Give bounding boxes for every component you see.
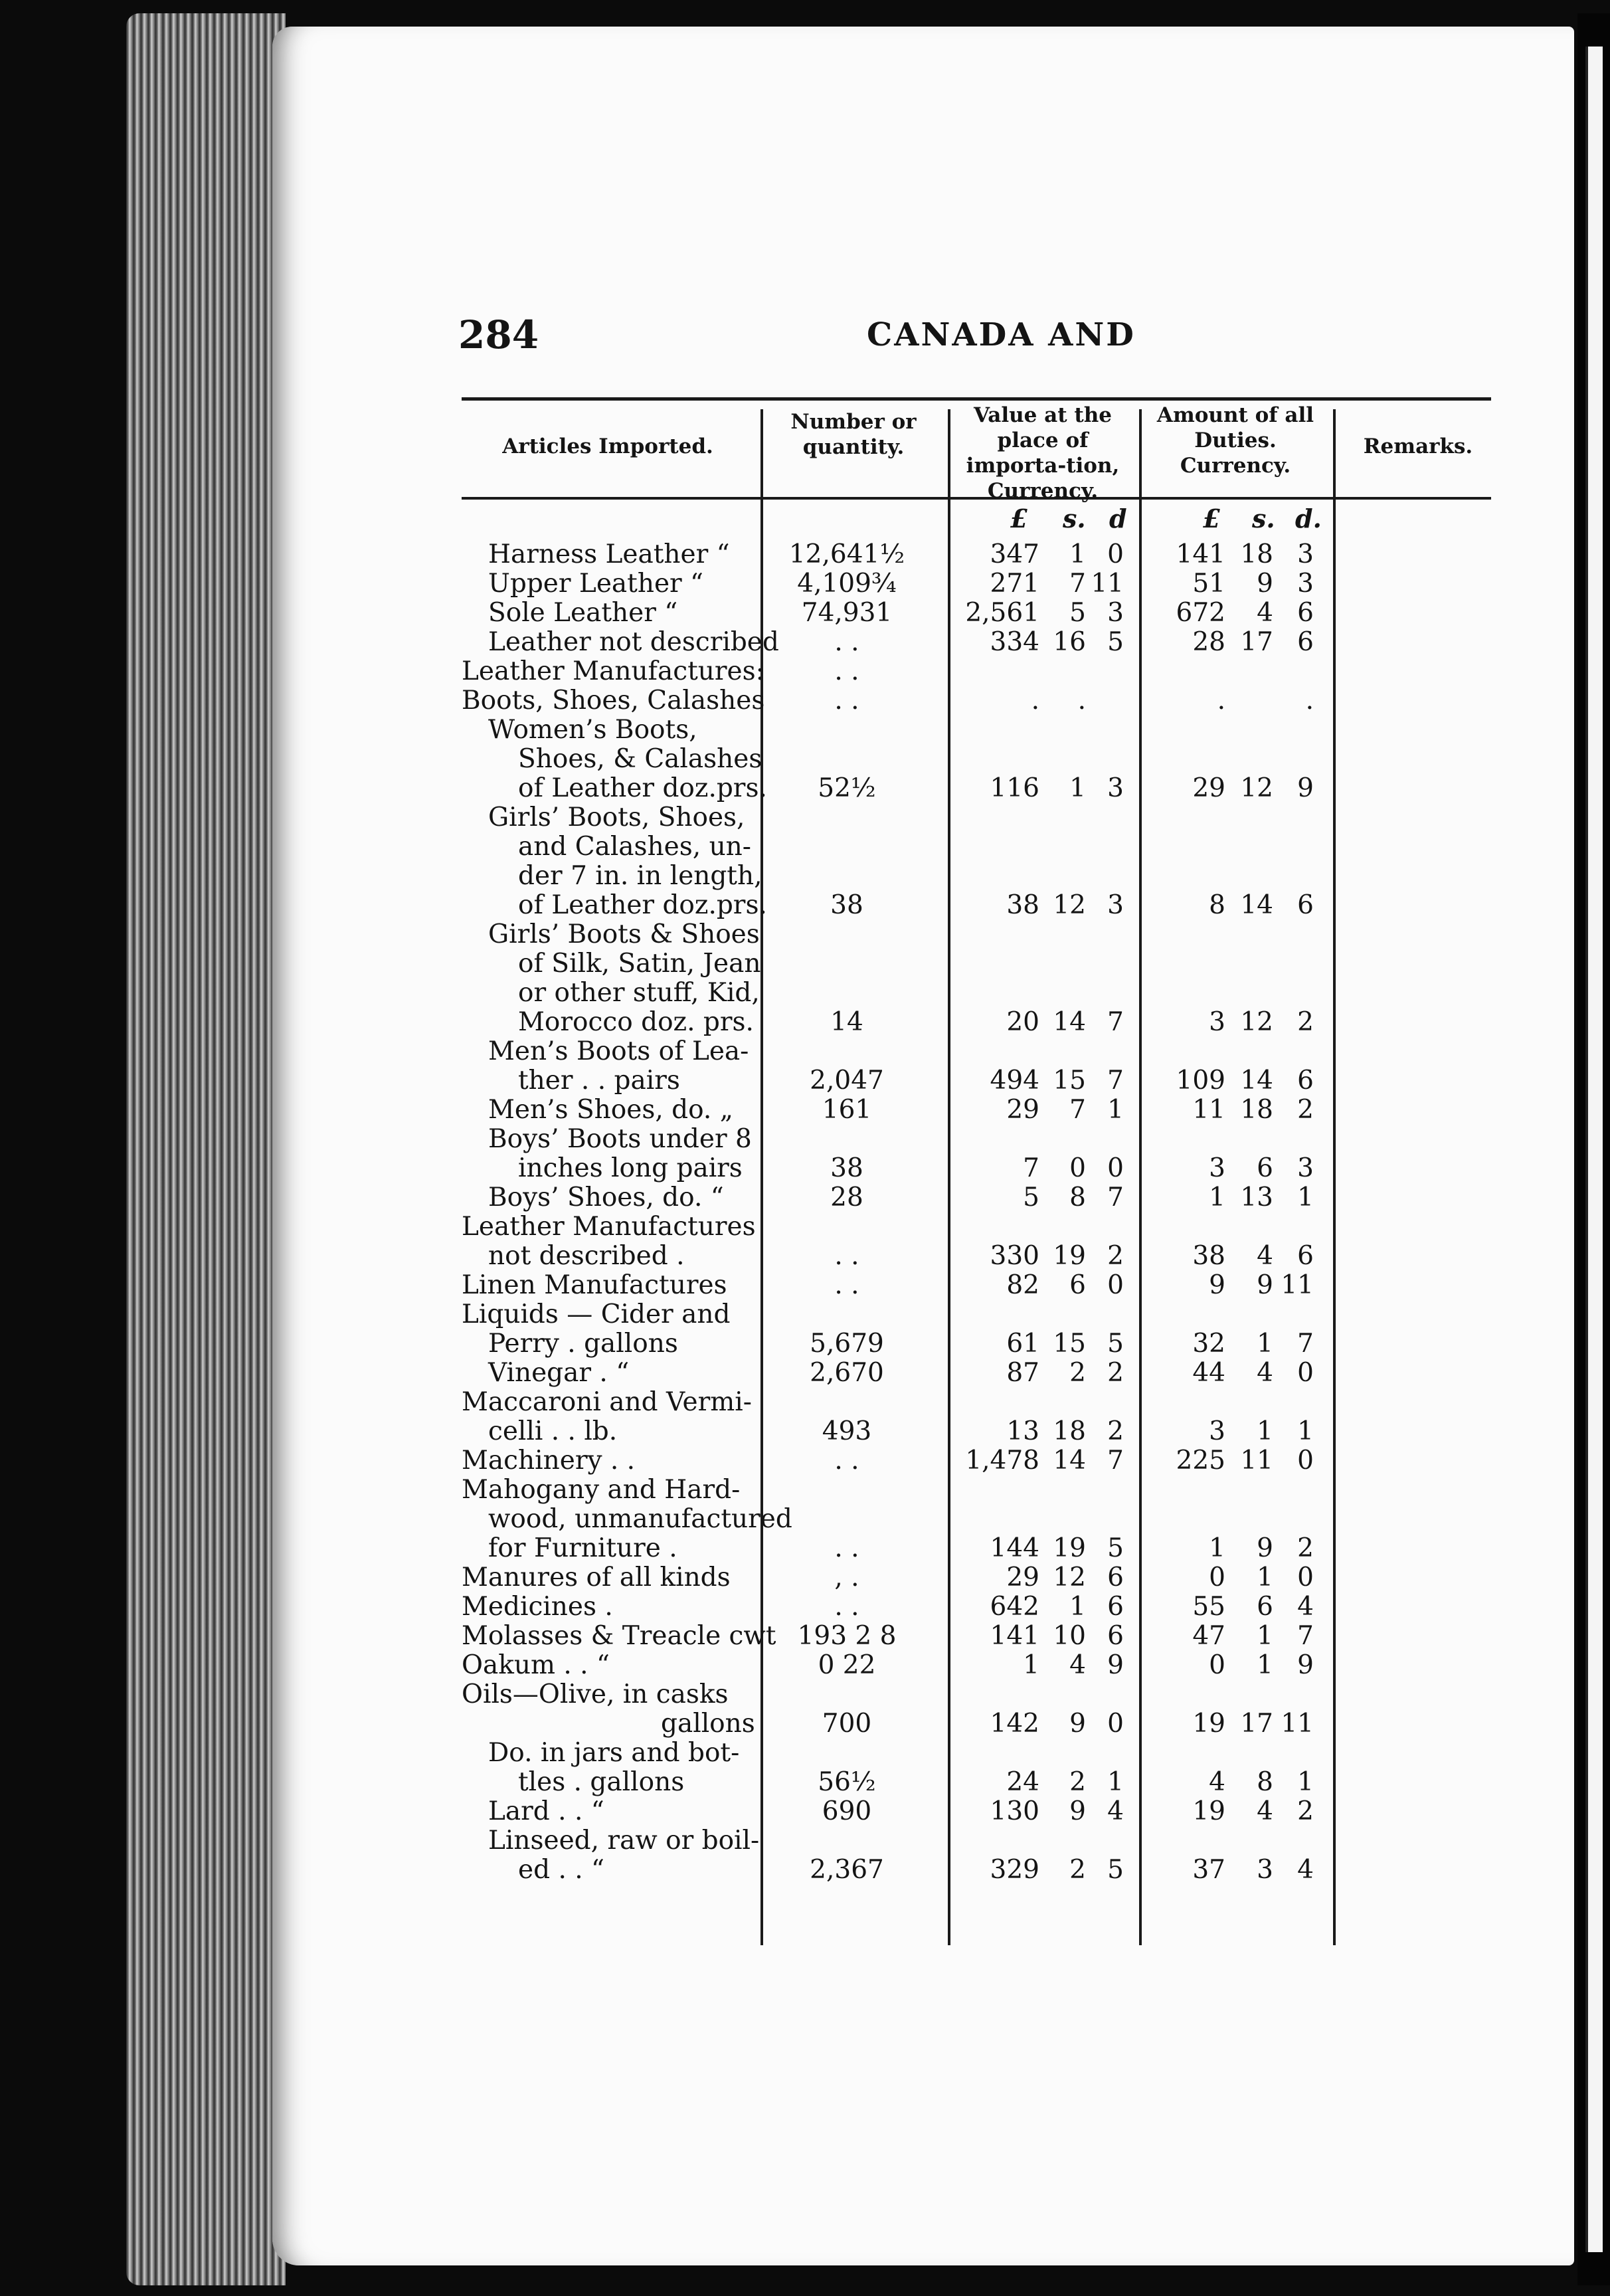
value-pounds: 130 (990, 1796, 1039, 1826)
article-label: Liquids — Cider and (462, 1299, 731, 1329)
quantity-cell: , . (834, 1563, 859, 1592)
duty-pence: 6 (1297, 598, 1314, 628)
value-shillings: 1 (1069, 539, 1086, 569)
duty-pounds: 32 (1192, 1329, 1225, 1359)
table-row (462, 716, 1491, 745)
duty-shillings: 9 (1257, 1533, 1273, 1563)
article-label: Men’s Shoes, do. „ (488, 1095, 733, 1125)
article-label: inches long pairs (518, 1153, 743, 1183)
duty-pence: 1 (1297, 1767, 1314, 1797)
unit-shilling-value: s. (1063, 504, 1086, 533)
value-shillings: 7 (1069, 569, 1086, 599)
table-row (462, 1563, 1491, 1592)
duty-pence: 0 (1297, 1563, 1314, 1592)
page-header (458, 312, 1494, 359)
article-label: of Leather doz.prs. (518, 773, 767, 803)
duty-shillings: 12 (1240, 773, 1273, 803)
table-row (462, 1096, 1491, 1125)
quantity-cell: . . (834, 1592, 859, 1622)
table-row (462, 1008, 1491, 1037)
duty-pounds: 9 (1209, 1270, 1225, 1300)
duty-pence: 3 (1297, 569, 1314, 599)
duty-pounds: 55 (1192, 1592, 1225, 1622)
value-shillings: 19 (1053, 1241, 1086, 1271)
duty-shillings: 9 (1257, 569, 1273, 599)
duty-pounds: 28 (1192, 627, 1225, 657)
value-pounds: 87 (1006, 1358, 1039, 1388)
value-pounds: 82 (1006, 1270, 1039, 1300)
article-label: Linseed, raw or boil- (488, 1826, 760, 1856)
value-pence: 2 (1107, 1358, 1124, 1388)
duty-pence: 6 (1297, 1241, 1314, 1271)
value-pence: 5 (1107, 627, 1124, 657)
table-row (462, 1505, 1491, 1534)
duty-pounds: 3 (1209, 1153, 1225, 1183)
article-label: der 7 in. in length, (518, 861, 762, 891)
value-pounds: 494 (990, 1066, 1039, 1096)
table-row (462, 686, 1491, 716)
value-shillings: 1 (1069, 773, 1086, 803)
article-label: Vinegar . “ (488, 1358, 630, 1388)
quantity-cell: 2,367 (810, 1855, 884, 1885)
value-pence: 6 (1107, 1621, 1124, 1651)
imports-table (462, 397, 1491, 1959)
value-pounds: 61 (1006, 1329, 1039, 1359)
quantity-cell: 56½ (818, 1767, 876, 1797)
value-pence: 4 (1107, 1796, 1124, 1826)
value-pounds: 24 (1006, 1767, 1039, 1797)
duty-shillings: 9 (1257, 1270, 1273, 1300)
table-row (462, 1534, 1491, 1563)
duty-pence: 11 (1281, 1270, 1314, 1300)
value-pounds: 1 (1023, 1650, 1039, 1680)
value-shillings: 15 (1053, 1066, 1086, 1096)
article-label: Medicines . (462, 1592, 613, 1622)
value-shillings: 2 (1069, 1855, 1086, 1885)
quantity-cell: . . (834, 1533, 859, 1563)
value-pence: 1 (1107, 1767, 1124, 1797)
duty-pounds: 8 (1209, 890, 1225, 920)
value-shillings: 6 (1069, 1270, 1086, 1300)
value-pounds: 144 (990, 1533, 1039, 1563)
article-label: and Calashes, un- (518, 832, 751, 862)
quantity-cell: . . (834, 1241, 859, 1271)
duty-shillings: 6 (1257, 1592, 1273, 1622)
duty-shillings: 1 (1257, 1563, 1273, 1592)
article-label: Girls’ Boots, Shoes, (488, 803, 745, 832)
duty-pounds: 37 (1192, 1855, 1225, 1885)
value-pounds: 271 (990, 569, 1039, 599)
duty-pounds: 29 (1192, 773, 1225, 803)
quantity-cell: . . (834, 686, 859, 716)
article-label: Leather not described (488, 627, 779, 657)
duty-shillings: 4 (1257, 1796, 1273, 1826)
article-label: Manures of all kinds (462, 1563, 731, 1592)
table-row (462, 569, 1491, 599)
duty-pounds: 51 (1192, 569, 1225, 599)
quantity-cell: 74,931 (801, 598, 893, 628)
table-row (462, 891, 1491, 920)
duty-shillings: 3 (1257, 1855, 1273, 1885)
table-row (462, 540, 1491, 569)
table-row (462, 920, 1491, 949)
table-row (462, 1476, 1491, 1505)
duty-pounds: 672 (1176, 598, 1225, 628)
duty-pence: 11 (1281, 1709, 1314, 1739)
duty-shillings: 4 (1257, 1241, 1273, 1271)
unit-shilling-duties: s. (1252, 504, 1275, 533)
article-label: ed . . “ (518, 1855, 604, 1885)
value-pence: 5 (1107, 1329, 1124, 1359)
duty-pence: 4 (1297, 1855, 1314, 1885)
quantity-cell: 2,047 (810, 1066, 884, 1096)
table-row (462, 1154, 1491, 1183)
table-row (462, 1417, 1491, 1446)
value-pounds: 29 (1006, 1563, 1039, 1592)
duty-shillings: 4 (1257, 598, 1273, 628)
table-row (462, 1651, 1491, 1680)
quantity-cell: 4,109¾ (797, 569, 897, 599)
value-pounds: 330 (990, 1241, 1039, 1271)
value-shillings: 15 (1053, 1329, 1086, 1359)
quantity-cell: 5,679 (810, 1329, 884, 1359)
duty-pounds: 1 (1209, 1183, 1225, 1212)
value-pounds: 29 (1006, 1095, 1039, 1125)
duty-pounds: 19 (1192, 1796, 1225, 1826)
quantity-cell: 38 (830, 1153, 863, 1183)
value-shillings: 7 (1069, 1095, 1086, 1125)
article-label: for Furniture . (488, 1533, 677, 1563)
page-number: 284 (458, 312, 539, 357)
value-pounds: . (1031, 686, 1039, 716)
value-shillings: 14 (1053, 1446, 1086, 1476)
unit-pence-value: d (1109, 504, 1127, 533)
header-duties: Amount of all Duties. Currency. (1156, 403, 1314, 478)
duty-pounds: 3 (1209, 1007, 1225, 1037)
value-pounds: 142 (990, 1709, 1039, 1739)
duty-shillings: 12 (1240, 1007, 1273, 1037)
table-row (462, 803, 1491, 832)
duty-pounds: 0 (1209, 1650, 1225, 1680)
article-label: Do. in jars and bot- (488, 1738, 740, 1768)
value-shillings: 9 (1069, 1796, 1086, 1826)
duty-pounds: 3 (1209, 1416, 1225, 1446)
article-label: Mahogany and Hard- (462, 1475, 741, 1505)
value-shillings: 14 (1053, 1007, 1086, 1037)
duty-pounds: 38 (1192, 1241, 1225, 1271)
value-pence: 3 (1107, 890, 1124, 920)
facing-page-strip (1585, 47, 1603, 2252)
table-row (462, 657, 1491, 686)
unit-pence-duties: d. (1295, 504, 1322, 533)
article-label: Perry . gallons (488, 1329, 678, 1359)
value-pounds: 141 (990, 1621, 1039, 1651)
value-pounds: 116 (990, 773, 1039, 803)
duty-pence: 1 (1297, 1416, 1314, 1446)
value-shillings: 12 (1053, 890, 1086, 920)
table-row (462, 862, 1491, 891)
table-row (462, 979, 1491, 1008)
duty-pence: 2 (1297, 1007, 1314, 1037)
book-page-edges (126, 13, 286, 2285)
quantity-cell: 14 (830, 1007, 863, 1037)
duty-pounds: 4 (1209, 1767, 1225, 1797)
duty-pounds: 0 (1209, 1563, 1225, 1592)
table-row (462, 1826, 1491, 1856)
article-label: Maccaroni and Vermi- (462, 1387, 752, 1417)
table-row (462, 1622, 1491, 1651)
article-label: Linen Manufactures (462, 1270, 727, 1300)
article-label: of Silk, Satin, Jean (518, 949, 761, 979)
duty-shillings: 6 (1257, 1153, 1273, 1183)
duty-shillings: 18 (1240, 1095, 1273, 1125)
article-label: of Leather doz.prs. (518, 890, 767, 920)
duty-pence: 6 (1297, 890, 1314, 920)
quantity-cell: 28 (830, 1183, 863, 1212)
header-quantity: Number or quantity. (790, 410, 917, 459)
article-label: Boys’ Shoes, do. “ (488, 1183, 724, 1212)
duty-pence: 3 (1297, 539, 1314, 569)
duty-pence: . (1305, 686, 1314, 716)
duty-shillings: 4 (1257, 1358, 1273, 1388)
value-pence: 3 (1107, 773, 1124, 803)
table-row (462, 628, 1491, 657)
table-row (462, 1359, 1491, 1388)
table-row (462, 1680, 1491, 1709)
duty-pence: 2 (1297, 1796, 1314, 1826)
quantity-cell: 493 (822, 1416, 872, 1446)
article-label: Boots, Shoes, Calashes (462, 686, 765, 716)
quantity-cell: . . (834, 1270, 859, 1300)
article-label: ther . . pairs (518, 1066, 680, 1096)
duty-pence: 2 (1297, 1533, 1314, 1563)
duty-shillings: 18 (1240, 539, 1273, 569)
table-row (462, 1739, 1491, 1768)
article-label: Men’s Boots of Lea- (488, 1036, 749, 1066)
duty-shillings: 1 (1257, 1650, 1273, 1680)
article-label: Oakum . . “ (462, 1650, 610, 1680)
table-row (462, 832, 1491, 862)
value-pence: 9 (1107, 1650, 1124, 1680)
value-shillings: . (1077, 686, 1086, 716)
table-row (462, 1242, 1491, 1271)
value-pounds: 20 (1006, 1007, 1039, 1037)
table-row (462, 774, 1491, 803)
value-pounds: 347 (990, 539, 1039, 569)
duty-pence: 9 (1297, 773, 1314, 803)
table-row (462, 1856, 1491, 1885)
table-row (462, 949, 1491, 979)
value-pence: 5 (1107, 1855, 1124, 1885)
article-label: Leather Manufactures (462, 1212, 756, 1242)
duty-pence: 1 (1297, 1183, 1314, 1212)
value-pence: 6 (1107, 1592, 1124, 1622)
table-row (462, 1066, 1491, 1096)
value-shillings: 5 (1069, 598, 1086, 628)
unit-pound-value: £ (1010, 504, 1028, 533)
unit-pound-duties: £ (1203, 504, 1221, 533)
article-label: Sole Leather “ (488, 598, 678, 628)
duty-pence: 7 (1297, 1329, 1314, 1359)
value-shillings: 16 (1053, 627, 1086, 657)
value-pence: 0 (1107, 1153, 1124, 1183)
value-pence: 6 (1107, 1563, 1124, 1592)
duty-shillings: 8 (1257, 1767, 1273, 1797)
table-row (462, 1768, 1491, 1797)
quantity-cell: 690 (822, 1796, 872, 1826)
article-label: Machinery . . (462, 1446, 636, 1476)
article-label: tles . gallons (518, 1767, 685, 1797)
quantity-cell: 0 22 (818, 1650, 876, 1680)
duty-pence: 3 (1297, 1153, 1314, 1183)
quantity-cell: 193 2 8 (797, 1621, 897, 1651)
facing-page-edge (1577, 13, 1610, 2285)
value-shillings: 10 (1053, 1621, 1086, 1651)
quantity-cell: . . (834, 656, 859, 686)
table-row (462, 1797, 1491, 1826)
table-row (462, 1300, 1491, 1329)
quantity-cell: . . (834, 627, 859, 657)
article-label: Molasses & Treacle cwt (462, 1621, 776, 1651)
article-label: Lard . . “ (488, 1796, 604, 1826)
article-label: Leather Manufactures: (462, 656, 764, 686)
table-row (462, 1709, 1491, 1739)
duty-shillings: 14 (1240, 890, 1273, 920)
table-row (462, 1125, 1491, 1154)
value-pounds: 13 (1006, 1416, 1039, 1446)
value-shillings: 12 (1053, 1563, 1086, 1592)
value-pence: 7 (1107, 1446, 1124, 1476)
duty-pounds: 47 (1192, 1621, 1225, 1651)
quantity-cell: 12,641½ (788, 539, 905, 569)
value-pence: 5 (1107, 1533, 1124, 1563)
article-label: Girls’ Boots & Shoes (488, 919, 760, 949)
article-label: Boys’ Boots under 8 (488, 1124, 752, 1154)
table-row (462, 1037, 1491, 1066)
table-row (462, 745, 1491, 774)
value-pence: 7 (1107, 1066, 1124, 1096)
table-row (462, 1592, 1491, 1622)
value-shillings: 8 (1069, 1183, 1086, 1212)
duty-pounds: 19 (1192, 1709, 1225, 1739)
quantity-cell: 161 (822, 1095, 872, 1125)
article-label: Women’s Boots, (488, 715, 697, 745)
value-pounds: 38 (1006, 890, 1039, 920)
value-pounds: 2,561 (965, 598, 1039, 628)
duty-shillings: 11 (1240, 1446, 1273, 1476)
quantity-cell: 2,670 (810, 1358, 884, 1388)
value-pounds: 1,478 (965, 1446, 1039, 1476)
table-row (462, 1212, 1491, 1242)
duty-pence: 2 (1297, 1095, 1314, 1125)
value-pence: 0 (1107, 1270, 1124, 1300)
value-pence: 7 (1107, 1183, 1124, 1212)
value-shillings: 0 (1069, 1153, 1086, 1183)
header-articles: Articles Imported. (502, 434, 713, 458)
article-label: or other stuff, Kid, (518, 978, 760, 1008)
duty-pence: 7 (1297, 1621, 1314, 1651)
duty-shillings: 13 (1240, 1183, 1273, 1212)
table-top-rule (462, 397, 1491, 401)
duty-pounds: 225 (1176, 1446, 1225, 1476)
article-label: celli . . lb. (488, 1416, 618, 1446)
duty-pounds: 109 (1176, 1066, 1225, 1096)
duty-pence: 0 (1297, 1358, 1314, 1388)
duty-shillings: 17 (1240, 627, 1273, 657)
value-pence: 3 (1107, 598, 1124, 628)
table-row (462, 1183, 1491, 1212)
duty-shillings: 1 (1257, 1621, 1273, 1651)
quantity-cell: 52½ (818, 773, 876, 803)
duty-pence: 4 (1297, 1592, 1314, 1622)
duty-pounds: 11 (1192, 1095, 1225, 1125)
duty-pence: 0 (1297, 1446, 1314, 1476)
article-label: Morocco doz. prs. (518, 1007, 754, 1037)
value-shillings: 18 (1053, 1416, 1086, 1446)
value-pounds: 642 (990, 1592, 1039, 1622)
table-row (462, 599, 1491, 628)
value-pence: 0 (1107, 1709, 1124, 1739)
value-pence: 11 (1091, 569, 1124, 599)
duty-pounds: 44 (1192, 1358, 1225, 1388)
duty-pence: 6 (1297, 627, 1314, 657)
article-label: Harness Leather “ (488, 539, 730, 569)
table-row (462, 1329, 1491, 1359)
duty-pence: 6 (1297, 1066, 1314, 1096)
duty-pence: 9 (1297, 1650, 1314, 1680)
value-pence: 0 (1107, 539, 1124, 569)
table-row (462, 1446, 1491, 1476)
duty-shillings: 1 (1257, 1329, 1273, 1359)
value-pounds: 334 (990, 627, 1039, 657)
value-shillings: 4 (1069, 1650, 1086, 1680)
header-remarks: Remarks. (1363, 434, 1473, 458)
value-shillings: 19 (1053, 1533, 1086, 1563)
article-label: wood, unmanufactured (488, 1504, 792, 1534)
value-pounds: 5 (1023, 1183, 1039, 1212)
value-shillings: 1 (1069, 1592, 1086, 1622)
article-label: Upper Leather “ (488, 569, 703, 599)
value-pence: 2 (1107, 1416, 1124, 1446)
value-shillings: 2 (1069, 1767, 1086, 1797)
quantity-cell: . . (834, 1446, 859, 1476)
quantity-cell: 700 (822, 1709, 872, 1739)
duty-pounds: . (1217, 686, 1225, 716)
value-pence: 2 (1107, 1241, 1124, 1271)
duty-shillings: 17 (1240, 1709, 1273, 1739)
article-label: gallons (661, 1709, 755, 1739)
table-row (462, 1388, 1491, 1417)
duty-shillings: 14 (1240, 1066, 1273, 1096)
duty-pounds: 1 (1209, 1533, 1225, 1563)
header-value: Value at the place of importa-tion, Currency. (966, 403, 1120, 503)
value-pounds: 7 (1023, 1153, 1039, 1183)
duty-shillings: 1 (1257, 1416, 1273, 1446)
duty-pounds: 141 (1176, 539, 1225, 569)
value-pounds: 329 (990, 1855, 1039, 1885)
value-pence: 7 (1107, 1007, 1124, 1037)
value-shillings: 2 (1069, 1358, 1086, 1388)
value-pence: 1 (1107, 1095, 1124, 1125)
running-head: CANADA AND (867, 316, 1136, 353)
value-shillings: 9 (1069, 1709, 1086, 1739)
article-label: Oils—Olive, in casks (462, 1679, 729, 1709)
quantity-cell: 38 (830, 890, 863, 920)
table-row (462, 1271, 1491, 1300)
article-label: Shoes, & Calashes (518, 744, 762, 774)
article-label: not described . (488, 1241, 685, 1271)
